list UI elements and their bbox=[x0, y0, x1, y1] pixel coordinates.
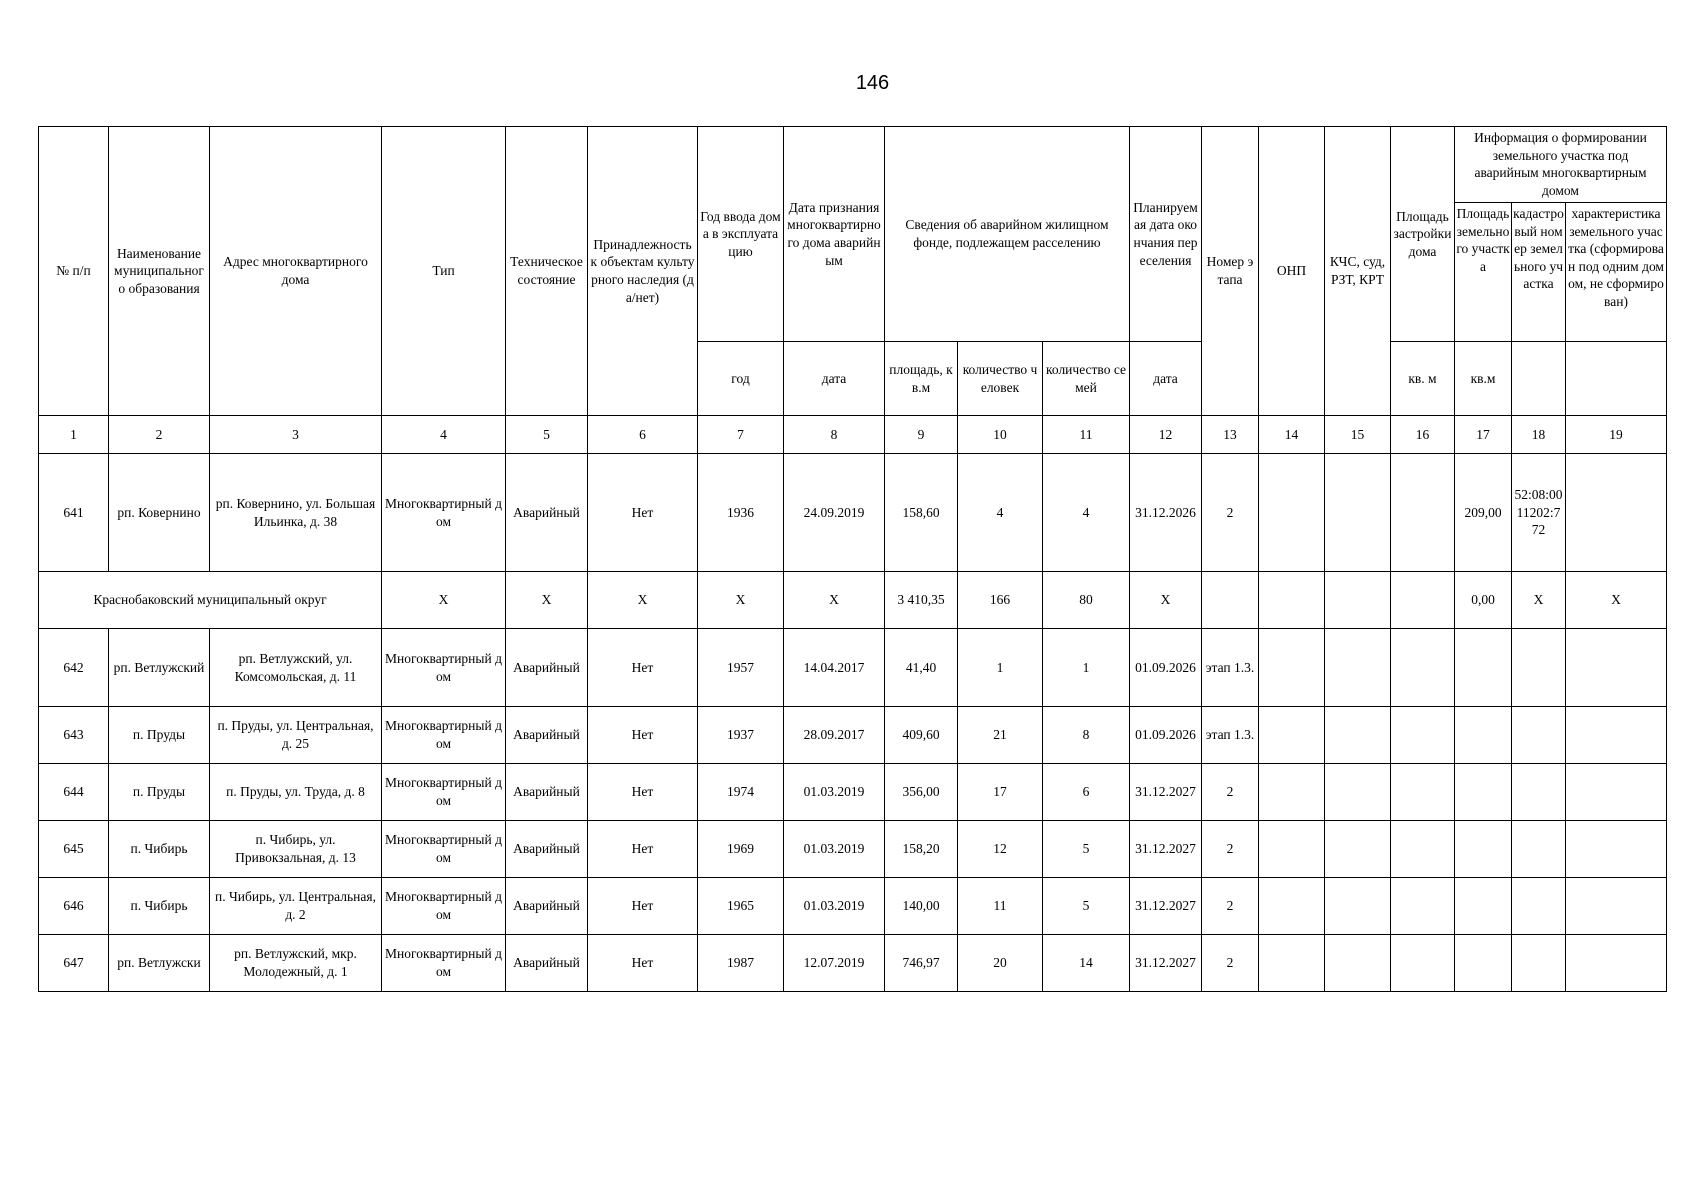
emergency-housing-table bbox=[38, 126, 1667, 992]
cell-onp bbox=[1259, 707, 1325, 764]
page-number: 146 bbox=[855, 72, 890, 94]
summary-families: 80 bbox=[1043, 572, 1130, 629]
cell-land-area bbox=[1455, 821, 1512, 878]
cell-state: Аварийный bbox=[506, 935, 588, 992]
cell-num: 643 bbox=[39, 707, 109, 764]
cell-plan-date: 01.09.2026 bbox=[1130, 707, 1202, 764]
cell-state: Аварийный bbox=[506, 764, 588, 821]
table-row bbox=[39, 935, 1667, 992]
cell-type: Многоквартирный дом bbox=[382, 878, 506, 935]
cell-kchs bbox=[1325, 707, 1391, 764]
summary-onp bbox=[1259, 572, 1325, 629]
cell-people: 12 bbox=[958, 821, 1043, 878]
cell-land-char bbox=[1566, 935, 1667, 992]
column-number: 16 bbox=[1391, 416, 1455, 454]
cell-type: Многоквартирный дом bbox=[382, 707, 506, 764]
cell-type: Многоквартирный дом bbox=[382, 454, 506, 572]
cell-kchs bbox=[1325, 764, 1391, 821]
cell-cadastral bbox=[1512, 707, 1566, 764]
header-num: № п/п bbox=[39, 127, 109, 416]
header-cadastral: кадастровый номер земельного участка bbox=[1512, 203, 1566, 341]
cell-families: 8 bbox=[1043, 707, 1130, 764]
column-number: 6 bbox=[588, 416, 698, 454]
cell-num: 647 bbox=[39, 935, 109, 992]
header-row-1 bbox=[39, 127, 1667, 342]
summary-built-area bbox=[1391, 572, 1455, 629]
header-sub-year: год bbox=[698, 342, 784, 416]
header-municipality: Наименование муниципального образования bbox=[109, 127, 210, 416]
cell-built-area bbox=[1391, 764, 1455, 821]
cell-stage: 2 bbox=[1202, 821, 1259, 878]
cell-built-area bbox=[1391, 454, 1455, 572]
cell-area: 356,00 bbox=[885, 764, 958, 821]
summary-x: X bbox=[698, 572, 784, 629]
cell-municipality: рп. Ветлужски bbox=[109, 935, 210, 992]
cell-heritage: Нет bbox=[588, 707, 698, 764]
summary-x: X bbox=[588, 572, 698, 629]
cell-year: 1937 bbox=[698, 707, 784, 764]
summary-people: 166 bbox=[958, 572, 1043, 629]
header-sub-unit-built: кв. м bbox=[1391, 342, 1455, 416]
header-built-area: Площадь застройки дома bbox=[1391, 127, 1455, 342]
header-sub-area: площадь, кв.м bbox=[885, 342, 958, 416]
column-numbers-row bbox=[39, 416, 1667, 454]
cell-year: 1936 bbox=[698, 454, 784, 572]
cell-municipality: рп. Ветлужский bbox=[109, 629, 210, 707]
column-number: 14 bbox=[1259, 416, 1325, 454]
cell-municipality: п. Чибирь bbox=[109, 821, 210, 878]
cell-stage: этап 1.3. bbox=[1202, 707, 1259, 764]
cell-num: 641 bbox=[39, 454, 109, 572]
cell-date: 24.09.2019 bbox=[784, 454, 885, 572]
cell-year: 1974 bbox=[698, 764, 784, 821]
cell-state: Аварийный bbox=[506, 454, 588, 572]
cell-cadastral bbox=[1512, 821, 1566, 878]
cell-plan-date: 31.12.2027 bbox=[1130, 821, 1202, 878]
cell-cadastral bbox=[1512, 764, 1566, 821]
cell-land-char bbox=[1566, 821, 1667, 878]
cell-year: 1957 bbox=[698, 629, 784, 707]
header-sub-people: количество человек bbox=[958, 342, 1043, 416]
column-number: 3 bbox=[210, 416, 382, 454]
header-land-char: характеристика земельного участка (сформирован под одним домом, не сформирован) bbox=[1568, 206, 1664, 309]
cell-area: 41,40 bbox=[885, 629, 958, 707]
cell-plan-date: 31.12.2026 bbox=[1130, 454, 1202, 572]
cell-plan-date: 31.12.2027 bbox=[1130, 764, 1202, 821]
table-row bbox=[39, 454, 1667, 572]
cell-families: 6 bbox=[1043, 764, 1130, 821]
cell-families: 1 bbox=[1043, 629, 1130, 707]
cell-plan-date: 01.09.2026 bbox=[1130, 629, 1202, 707]
cell-area: 140,00 bbox=[885, 878, 958, 935]
cell-built-area bbox=[1391, 707, 1455, 764]
cell-municipality: п. Чибирь bbox=[109, 878, 210, 935]
column-number: 8 bbox=[784, 416, 885, 454]
cell-cadastral: 52:08:0011202:772 bbox=[1512, 454, 1566, 572]
cell-num: 644 bbox=[39, 764, 109, 821]
header-land-block bbox=[1455, 127, 1667, 342]
cell-stage: 2 bbox=[1202, 454, 1259, 572]
header-tech-state: Техническое состояние bbox=[506, 127, 588, 416]
header-heritage: Принадлежность к объектам культурного наследия (да/нет) bbox=[588, 127, 698, 416]
cell-date: 01.03.2019 bbox=[784, 878, 885, 935]
cell-land-area bbox=[1455, 707, 1512, 764]
cell-land-area: 209,00 bbox=[1455, 454, 1512, 572]
header-stage-number: Номер этапа bbox=[1202, 127, 1259, 416]
header-land-char-cont bbox=[1566, 342, 1667, 416]
column-number: 11 bbox=[1043, 416, 1130, 454]
cell-people: 21 bbox=[958, 707, 1043, 764]
cell-state: Аварийный bbox=[506, 629, 588, 707]
column-number: 18 bbox=[1512, 416, 1566, 454]
cell-heritage: Нет bbox=[588, 935, 698, 992]
cell-num: 642 bbox=[39, 629, 109, 707]
column-number: 19 bbox=[1566, 416, 1667, 454]
cell-date: 28.09.2017 bbox=[784, 707, 885, 764]
cell-onp bbox=[1259, 821, 1325, 878]
cell-state: Аварийный bbox=[506, 878, 588, 935]
cell-municipality: рп. Ковернино bbox=[109, 454, 210, 572]
cell-built-area bbox=[1391, 935, 1455, 992]
cell-address: рп. Ковернино, ул. Большая Ильинка, д. 38 bbox=[210, 454, 382, 572]
cell-land-char bbox=[1566, 764, 1667, 821]
header-onp: ОНП bbox=[1259, 127, 1325, 416]
cell-cadastral bbox=[1512, 935, 1566, 992]
cell-stage: 2 bbox=[1202, 764, 1259, 821]
cell-address: п. Чибирь, ул. Центральная, д. 2 bbox=[210, 878, 382, 935]
summary-label: Краснобаковский муниципальный округ bbox=[39, 572, 382, 629]
column-number: 9 bbox=[885, 416, 958, 454]
summary-x: X bbox=[382, 572, 506, 629]
header-land-info: Информация о формировании земельного участка под аварийным многоквартирным домом bbox=[1455, 127, 1666, 203]
cell-kchs bbox=[1325, 454, 1391, 572]
summary-area: 3 410,35 bbox=[885, 572, 958, 629]
header-sub-families: количество семей bbox=[1043, 342, 1130, 416]
cell-num: 646 bbox=[39, 878, 109, 935]
cell-year: 1965 bbox=[698, 878, 784, 935]
column-number: 7 bbox=[698, 416, 784, 454]
cell-built-area bbox=[1391, 878, 1455, 935]
header-type: Тип bbox=[382, 127, 506, 416]
cell-date: 14.04.2017 bbox=[784, 629, 885, 707]
header-sub-plan-date: дата bbox=[1130, 342, 1202, 416]
cell-land-char bbox=[1566, 454, 1667, 572]
header-land-area: Площадь земельного участка bbox=[1455, 203, 1512, 341]
cell-kchs bbox=[1325, 821, 1391, 878]
cell-area: 158,60 bbox=[885, 454, 958, 572]
header-date-recognition: Дата признания многоквартирного дома аварийным bbox=[784, 127, 885, 342]
cell-stage: 2 bbox=[1202, 878, 1259, 935]
cell-land-char bbox=[1566, 629, 1667, 707]
cell-type: Многоквартирный дом bbox=[382, 629, 506, 707]
cell-heritage: Нет bbox=[588, 821, 698, 878]
table-row bbox=[39, 707, 1667, 764]
column-number: 5 bbox=[506, 416, 588, 454]
column-number: 4 bbox=[382, 416, 506, 454]
cell-families: 5 bbox=[1043, 878, 1130, 935]
cell-area: 409,60 bbox=[885, 707, 958, 764]
column-number: 15 bbox=[1325, 416, 1391, 454]
cell-address: рп. Ветлужский, мкр. Молодежный, д. 1 bbox=[210, 935, 382, 992]
header-kchs: КЧС, суд, РЗТ, КРТ bbox=[1325, 127, 1391, 416]
summary-x: X bbox=[1512, 572, 1566, 629]
cell-address: п. Пруды, ул. Труда, д. 8 bbox=[210, 764, 382, 821]
cell-onp bbox=[1259, 764, 1325, 821]
cell-people: 1 bbox=[958, 629, 1043, 707]
column-number: 1 bbox=[39, 416, 109, 454]
header-planned-end: Планируемая дата окончания переселения bbox=[1130, 127, 1202, 342]
cell-families: 5 bbox=[1043, 821, 1130, 878]
column-number: 17 bbox=[1455, 416, 1512, 454]
cell-land-char bbox=[1566, 707, 1667, 764]
cell-date: 01.03.2019 bbox=[784, 764, 885, 821]
header-year-commission: Год ввода дома в эксплуатацию bbox=[698, 127, 784, 342]
cell-municipality: п. Пруды bbox=[109, 707, 210, 764]
cell-municipality: п. Пруды bbox=[109, 764, 210, 821]
summary-row bbox=[39, 572, 1667, 629]
cell-cadastral bbox=[1512, 878, 1566, 935]
cell-heritage: Нет bbox=[588, 878, 698, 935]
cell-area: 158,20 bbox=[885, 821, 958, 878]
summary-x: X bbox=[1566, 572, 1667, 629]
column-number: 2 bbox=[109, 416, 210, 454]
column-number: 13 bbox=[1202, 416, 1259, 454]
cell-onp bbox=[1259, 878, 1325, 935]
cell-year: 1969 bbox=[698, 821, 784, 878]
summary-land-area: 0,00 bbox=[1455, 572, 1512, 629]
cell-plan-date: 31.12.2027 bbox=[1130, 935, 1202, 992]
cell-stage: этап 1.3. bbox=[1202, 629, 1259, 707]
cell-cadastral bbox=[1512, 629, 1566, 707]
cell-families: 14 bbox=[1043, 935, 1130, 992]
cell-onp bbox=[1259, 454, 1325, 572]
cell-land-char bbox=[1566, 878, 1667, 935]
cell-address: п. Чибирь, ул. Привокзальная, д. 13 bbox=[210, 821, 382, 878]
header-cadastral-cont bbox=[1512, 342, 1566, 416]
summary-x: X bbox=[1130, 572, 1202, 629]
summary-x: X bbox=[784, 572, 885, 629]
header-address: Адрес многоквартирного дома bbox=[210, 127, 382, 416]
cell-year: 1987 bbox=[698, 935, 784, 992]
cell-area: 746,97 bbox=[885, 935, 958, 992]
header-sub-date: дата bbox=[784, 342, 885, 416]
cell-plan-date: 31.12.2027 bbox=[1130, 878, 1202, 935]
summary-x: X bbox=[506, 572, 588, 629]
cell-built-area bbox=[1391, 629, 1455, 707]
table-row bbox=[39, 629, 1667, 707]
column-number: 10 bbox=[958, 416, 1043, 454]
cell-kchs bbox=[1325, 935, 1391, 992]
cell-kchs bbox=[1325, 629, 1391, 707]
cell-families: 4 bbox=[1043, 454, 1130, 572]
cell-address: п. Пруды, ул. Центральная, д. 25 bbox=[210, 707, 382, 764]
cell-land-area bbox=[1455, 878, 1512, 935]
cell-type: Многоквартирный дом bbox=[382, 764, 506, 821]
cell-onp bbox=[1259, 629, 1325, 707]
cell-state: Аварийный bbox=[506, 821, 588, 878]
cell-built-area bbox=[1391, 821, 1455, 878]
header-resettlement-info: Сведения об аварийном жилищном фонде, подлежащем расселению bbox=[885, 127, 1130, 342]
cell-date: 12.07.2019 bbox=[784, 935, 885, 992]
cell-people: 17 bbox=[958, 764, 1043, 821]
cell-people: 20 bbox=[958, 935, 1043, 992]
cell-people: 11 bbox=[958, 878, 1043, 935]
cell-onp bbox=[1259, 935, 1325, 992]
cell-people: 4 bbox=[958, 454, 1043, 572]
cell-address: рп. Ветлужский, ул. Комсомольская, д. 11 bbox=[210, 629, 382, 707]
column-number: 12 bbox=[1130, 416, 1202, 454]
cell-type: Многоквартирный дом bbox=[382, 821, 506, 878]
table-row bbox=[39, 878, 1667, 935]
cell-heritage: Нет bbox=[588, 629, 698, 707]
cell-kchs bbox=[1325, 878, 1391, 935]
cell-type: Многоквартирный дом bbox=[382, 935, 506, 992]
cell-heritage: Нет bbox=[588, 764, 698, 821]
cell-num: 645 bbox=[39, 821, 109, 878]
header-sub-unit-land: кв.м bbox=[1455, 342, 1512, 416]
cell-heritage: Нет bbox=[588, 454, 698, 572]
cell-state: Аварийный bbox=[506, 707, 588, 764]
cell-land-area bbox=[1455, 935, 1512, 992]
cell-stage: 2 bbox=[1202, 935, 1259, 992]
cell-land-area bbox=[1455, 764, 1512, 821]
summary-stage bbox=[1202, 572, 1259, 629]
table-row bbox=[39, 821, 1667, 878]
table-row bbox=[39, 764, 1667, 821]
cell-land-area bbox=[1455, 629, 1512, 707]
summary-kchs bbox=[1325, 572, 1391, 629]
cell-date: 01.03.2019 bbox=[784, 821, 885, 878]
